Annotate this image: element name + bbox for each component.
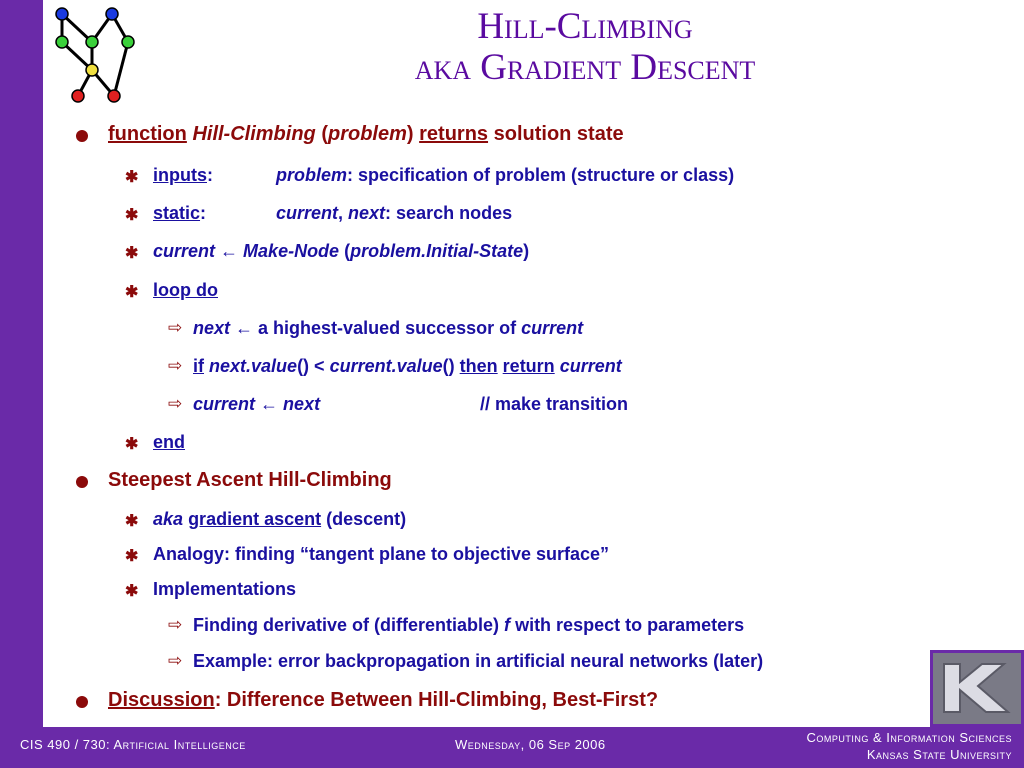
wildcat-logo-icon [930,650,1024,727]
descent-text: (descent) [326,509,407,529]
static-desc [276,203,512,224]
colon: : [207,165,213,185]
keyword-end: end [153,432,186,452]
paren-close: ) [406,123,414,145]
paren-close: ) [523,241,530,261]
current-value: current.value [329,356,443,376]
bullet-function-signature [108,123,624,146]
implementations-text: Implementations [153,579,297,599]
function-arg: problem [328,123,407,145]
initial-state-arg: problem.Initial-State [350,241,524,261]
call-parens: () [442,356,455,376]
return-type: solution state [493,123,624,145]
search-tree-icon [48,4,148,104]
static-line [153,203,206,224]
star-bullet-icon: ✱ [125,583,139,600]
star-bullet-icon: ✱ [125,513,139,530]
left-arrow-icon: ← [260,394,279,414]
keyword-static: static [153,203,201,223]
step-text: a highest-valued successor of [258,318,517,338]
keyword-then: then [459,356,498,376]
left-arrow-icon: ← [220,241,239,261]
star-bullet-icon: ✱ [125,207,139,224]
arrow-bullet-icon: ⇨ [168,394,183,413]
discussion-keyword: Discussion [108,689,215,711]
step-if-line [193,356,622,377]
var-current: current [559,356,622,376]
keyword-returns: returns [419,123,489,145]
step-transition-line [193,394,320,415]
analogy-text: Analogy: finding “tangent plane to objective surface” [153,544,610,564]
arrow-bullet-icon: ⇨ [168,651,183,670]
aka-text: aka [153,509,184,529]
var-current: current [521,318,584,338]
keyword-function: function [108,123,187,145]
end-line [153,432,185,453]
var-next: next [193,318,231,338]
paren-open: ( [321,123,328,145]
footer-course: CIS 490 / 730: Artificial Intelligence [20,737,246,752]
var-f: f [504,615,511,635]
star-bullet-icon: ✱ [125,284,139,301]
var-next: next [283,394,321,414]
arrow-bullet-icon: ⇨ [168,356,183,375]
var-current: current [276,203,339,223]
title-line-1: Hill-Climbing [477,6,693,47]
keyword-return: return [502,356,555,376]
impl-backprop-line [193,651,763,672]
function-name: Hill-Climbing [192,123,316,145]
colon: : [200,203,207,223]
slide-title [300,6,870,88]
keyword-inputs: inputs [153,165,207,185]
star-bullet-icon: ✱ [125,436,139,453]
next-value: next.value [209,356,298,376]
bullet-steepest-ascent [108,469,392,492]
parameters-text: with respect to parameters [515,615,745,635]
bullet-discussion [108,689,658,712]
gradient-ascent-term: gradient ascent [188,509,322,529]
inputs-line [153,165,213,186]
static-description: : search nodes [385,203,513,223]
bullet-dot-icon [76,130,88,142]
steepest-ascent-text: Steepest Ascent Hill-Climbing [108,469,392,491]
inputs-description: : specification of problem (structure or class) [347,165,735,185]
backprop-text: Example: error backpropagation in artificial neural networks (later) [193,651,764,671]
inputs-desc [276,165,734,186]
bullet-dot-icon [76,476,88,488]
keyword-if: if [193,356,204,376]
footer-university: Kansas State University [866,747,1012,762]
footer-date: Wednesday, 06 Sep 2006 [455,737,606,752]
var-next: next [348,203,386,223]
fn-make-node: Make-Node [243,241,340,261]
assign-line [153,241,529,262]
arrow-bullet-icon: ⇨ [168,615,183,634]
arrow-bullet-icon: ⇨ [168,318,183,337]
step-next-line [193,318,583,339]
star-bullet-icon: ✱ [125,548,139,565]
paren-open: ( [344,241,351,261]
keyword-loop-do: loop do [153,280,218,300]
derivative-text: Finding derivative of (differentiable) [193,615,500,635]
left-arrow-icon: ← [235,318,254,338]
discussion-text: : Difference Between Hill-Climbing, Best-First? [214,689,659,711]
aka-line [153,509,406,530]
separator: , [338,203,349,223]
star-bullet-icon: ✱ [125,169,139,186]
analogy-line [153,544,609,565]
star-bullet-icon: ✱ [125,245,139,262]
impl-derivative-line [193,615,744,636]
inputs-arg: problem [276,165,348,185]
var-current: current [193,394,256,414]
footer-department: Computing & Information Sciences [806,730,1012,745]
transition-comment [480,394,628,415]
bullet-dot-icon [76,696,88,708]
implementations-line [153,579,296,600]
footer-bar [0,727,1024,768]
var-current: current [153,241,216,261]
comment-text: // make transition [480,394,629,414]
comparison: () < [297,356,325,376]
left-accent-bar [0,0,43,768]
title-line-2: aka Gradient Descent [414,47,756,88]
loop-line [153,280,218,301]
